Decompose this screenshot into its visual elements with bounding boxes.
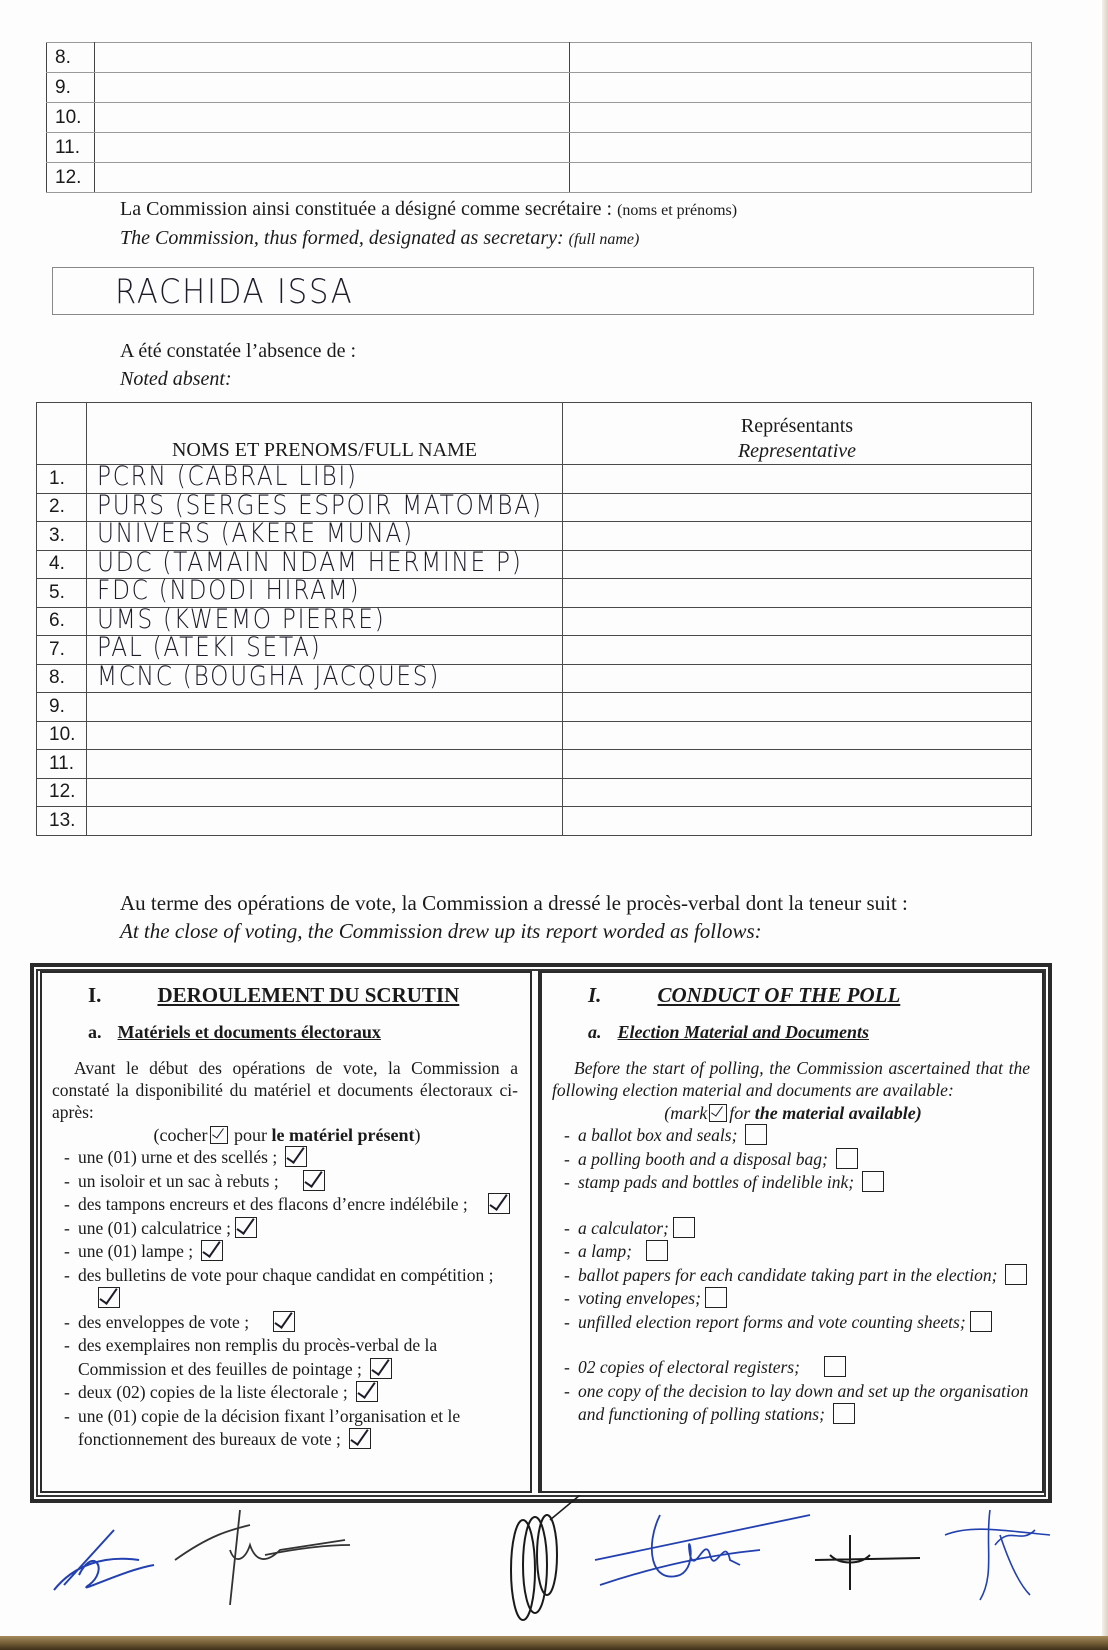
header-num-cell <box>37 403 87 465</box>
item-label: une (01) urne et des scellés ; <box>78 1147 278 1167</box>
list-item <box>564 1171 1034 1195</box>
section-fr-items <box>52 1146 522 1452</box>
list-item <box>564 1240 1034 1264</box>
item-label: deux (02) copies de la liste électorale ; <box>78 1382 348 1402</box>
section-en-title-text: CONDUCT OF THE POLL <box>657 983 901 1007</box>
list-item <box>64 1240 522 1264</box>
signature-icon <box>810 1525 930 1595</box>
header-representative <box>563 403 1032 465</box>
section-fr-mark-instruction <box>52 1125 522 1146</box>
absent-table-header <box>37 403 1032 465</box>
row-number: 3. <box>37 522 87 551</box>
item-checkbox[interactable] <box>356 1381 378 1402</box>
table-row <box>47 43 1032 73</box>
header-rep-en: Representative <box>737 440 857 462</box>
section-en-subtitle-text: Election Material and Documents <box>617 1022 870 1042</box>
absent-label-en: Noted absent: <box>120 368 232 390</box>
row-number: 1. <box>37 465 87 494</box>
section-fr-intro: Avant le début des opérations de vote, la Commission a constaté la disponibilité du matériel et documents électoraux ci-après: <box>52 1058 518 1122</box>
page-edge <box>1102 0 1108 1650</box>
list-item <box>64 1146 522 1170</box>
absent-label-fr: A été constatée l’absence de : <box>120 340 356 362</box>
item-label: a calculator; <box>578 1217 669 1238</box>
table-row <box>37 778 1032 807</box>
item-checkbox[interactable] <box>285 1146 307 1167</box>
table-row <box>37 693 1032 722</box>
item-label: une (01) copie de la décision fixant l’organisation et le fonctionnement des bureaux de vote ; <box>78 1405 461 1449</box>
row-number: 2. <box>37 493 87 522</box>
item-label: a polling booth and a disposal bag; <box>578 1148 828 1169</box>
item-checkbox[interactable] <box>303 1170 325 1191</box>
absent-name-cell[interactable] <box>87 778 563 807</box>
header-rep-fr: Représentants <box>740 415 854 437</box>
sample-checkbox-icon <box>709 1104 727 1122</box>
item-label: a lamp; <box>578 1241 632 1261</box>
member-rep-cell[interactable] <box>570 133 1032 163</box>
absent-rep-cell[interactable] <box>563 550 1032 579</box>
list-item <box>564 1356 1034 1380</box>
row-number: 12. <box>47 163 95 193</box>
mark-suffix: ) <box>414 1125 421 1145</box>
member-rep-cell[interactable] <box>570 43 1032 73</box>
item-checkbox[interactable] <box>370 1358 392 1379</box>
signature-icon <box>495 1495 585 1635</box>
list-item <box>64 1193 522 1217</box>
absent-name-value: UNIVERS (AKERE MUNA) <box>97 518 414 549</box>
item-label: une (01) lampe ; <box>78 1241 194 1261</box>
list-item <box>564 1380 1034 1427</box>
row-number: 7. <box>37 636 87 665</box>
secretary-name-value: RACHIDA ISSA <box>115 272 354 312</box>
row-number: 4. <box>37 550 87 579</box>
section-en-numeral: I. <box>588 983 602 1007</box>
signature-icon <box>590 1505 820 1605</box>
row-number: 13. <box>37 807 87 836</box>
item-label: 02 copies of electoral registers; <box>578 1357 800 1377</box>
item-checkbox[interactable] <box>862 1171 884 1192</box>
row-number: 10. <box>47 103 95 133</box>
section-fr-numeral: I. <box>88 983 102 1007</box>
item-label: unfilled election report forms and vote counting sheets; <box>578 1311 966 1332</box>
absent-name-cell[interactable] <box>87 660 563 693</box>
signatures-area <box>0 1505 1108 1635</box>
list-item <box>564 1217 1034 1241</box>
absent-rep-cell[interactable] <box>563 465 1032 494</box>
table-row <box>47 73 1032 103</box>
item-checkbox[interactable] <box>673 1217 695 1238</box>
row-number: 9. <box>37 693 87 722</box>
absent-name-value: PCRN (CABRAL LIBI) <box>97 461 358 492</box>
section-en-intro: Before the start of polling, the Commission ascertained that the following election material and documents are available: <box>552 1058 1030 1100</box>
section-en-mark-instruction <box>552 1103 1034 1124</box>
row-number: 11. <box>47 133 95 163</box>
absent-name-value: FDC (NDODI HIRAM) <box>97 575 361 606</box>
item-checkbox[interactable] <box>273 1311 295 1332</box>
item-checkbox[interactable] <box>705 1287 727 1308</box>
member-name-cell[interactable] <box>95 73 570 103</box>
page-bottom-edge <box>0 1636 1108 1650</box>
table-row <box>37 664 1032 693</box>
absent-rep-cell[interactable] <box>563 522 1032 551</box>
absent-name-value: PAL (ATEKI SETA) <box>97 632 322 663</box>
item-checkbox[interactable] <box>201 1240 223 1261</box>
mark-prefix: (mark <box>664 1103 708 1123</box>
list-item <box>64 1311 522 1335</box>
section-en-subtitle <box>552 1022 1034 1043</box>
absent-name-value: PURS (SERGES ESPOIR MATOMBA) <box>97 489 543 521</box>
table-row <box>37 721 1032 750</box>
item-label: one copy of the decision to lay down and set up the organisation and functioning of polling stations; <box>578 1380 1029 1424</box>
row-number: 10. <box>37 721 87 750</box>
signature-icon <box>170 1505 360 1605</box>
section-en-title <box>552 983 1034 1008</box>
signature-icon <box>44 1515 164 1605</box>
item-checkbox[interactable] <box>349 1428 371 1449</box>
absent-rep-cell[interactable] <box>563 493 1032 522</box>
list-item <box>564 1264 1034 1288</box>
table-row <box>47 133 1032 163</box>
section-fr-title-text: DEROULEMENT DU SCRUTIN <box>157 983 460 1007</box>
section-en-column <box>538 971 1044 1493</box>
item-label: a ballot box and seals; <box>578 1125 738 1145</box>
absent-name-value: UMS (KWEMO PIERRE) <box>97 603 386 635</box>
item-label: ballot papers for each candidate taking part in the election; <box>578 1264 998 1285</box>
secretary-label-en-text: The Commission, thus formed, designated as secretary: <box>120 227 564 249</box>
closing-statement-en: At the close of voting, the Commission drew up its report worded as follows: <box>120 919 762 943</box>
absent-rep-cell[interactable] <box>563 693 1032 722</box>
table-row <box>37 750 1032 779</box>
mark-mid: for <box>729 1103 755 1123</box>
member-name-cell[interactable] <box>95 133 570 163</box>
secretary-label-fr-text: La Commission ainsi constituée a désigné comme secrétaire : <box>120 198 613 220</box>
absent-rep-cell[interactable] <box>563 579 1032 608</box>
list-item <box>564 1311 1034 1335</box>
section-fr-sub-letter: a. <box>88 1022 102 1042</box>
table-row <box>47 163 1032 193</box>
list-item <box>564 1148 1034 1172</box>
item-label: un isoloir et un sac à rebuts ; <box>78 1170 279 1191</box>
secretary-label-en-hint: (full name) <box>568 231 640 248</box>
item-label: des bulletins de vote pour chaque candidat en compétition ; <box>78 1264 494 1285</box>
header-full-name: NOMS ET PRENOMS/FULL NAME <box>87 403 563 465</box>
row-number: 11. <box>37 750 87 779</box>
list-item <box>64 1334 522 1381</box>
item-label: des tampons encreurs et des flacons d’encre indélébile ; <box>78 1194 468 1214</box>
row-number: 12. <box>37 778 87 807</box>
member-rep-cell[interactable] <box>570 103 1032 133</box>
section-fr-title <box>52 983 522 1008</box>
item-checkbox[interactable] <box>833 1403 855 1424</box>
table-row <box>37 807 1032 836</box>
signature-icon <box>940 1505 1060 1605</box>
mark-bold: le matériel présent <box>271 1125 415 1145</box>
mark-bold: the material available) <box>754 1103 922 1123</box>
absent-table <box>36 402 1032 836</box>
row-number: 8. <box>47 43 95 73</box>
absent-name-cell[interactable] <box>87 721 563 750</box>
list-item <box>64 1381 522 1405</box>
secretary-label-fr <box>120 198 737 221</box>
member-name-cell[interactable] <box>95 43 570 73</box>
closing-statement-fr: Au terme des opérations de vote, la Commission a dressé le procès-verbal dont la teneur suit : <box>120 891 908 915</box>
item-label: une (01) calculatrice ; <box>78 1217 232 1238</box>
section-fr-subtitle-text: Matériels et documents électoraux <box>117 1022 381 1042</box>
item-label: stamp pads and bottles of indelible ink; <box>578 1172 855 1192</box>
secretary-label-fr-hint: (noms et prénoms) <box>617 202 738 219</box>
section-fr-subtitle <box>52 1022 522 1043</box>
absent-name-cell[interactable] <box>87 807 563 836</box>
table-row <box>47 103 1032 133</box>
member-rep-cell[interactable] <box>570 163 1032 193</box>
absent-name-cell[interactable] <box>87 693 563 722</box>
absent-rep-cell[interactable] <box>563 750 1032 779</box>
item-checkbox[interactable] <box>745 1124 767 1145</box>
mark-mid: pour <box>229 1125 272 1145</box>
row-number: 6. <box>37 607 87 636</box>
item-checkbox[interactable] <box>970 1311 992 1332</box>
item-checkbox[interactable] <box>824 1356 846 1377</box>
absent-rep-cell[interactable] <box>563 778 1032 807</box>
secretary-label-en <box>120 227 639 250</box>
absent-rep-cell[interactable] <box>563 807 1032 836</box>
section-en-items <box>552 1124 1034 1427</box>
item-label: des exemplaires non remplis du procès-verbal de la Commission et des feuilles de pointage ; <box>78 1335 438 1379</box>
member-rep-cell[interactable] <box>570 73 1032 103</box>
item-checkbox[interactable] <box>98 1287 120 1308</box>
item-checkbox[interactable] <box>646 1240 668 1261</box>
item-checkbox[interactable] <box>488 1193 510 1214</box>
item-label: des enveloppes de vote ; <box>78 1311 250 1332</box>
absent-rep-cell[interactable] <box>563 721 1032 750</box>
member-name-cell[interactable] <box>95 103 570 133</box>
item-label: voting envelopes; <box>578 1288 701 1308</box>
sample-checkbox-icon <box>210 1126 228 1144</box>
item-checkbox[interactable] <box>836 1148 858 1169</box>
list-item <box>564 1287 1034 1311</box>
item-checkbox[interactable] <box>1005 1264 1027 1285</box>
list-item <box>64 1264 522 1311</box>
absent-rep-cell[interactable] <box>563 607 1032 636</box>
section-en-sub-letter: a. <box>588 1022 602 1042</box>
member-name-cell[interactable] <box>95 163 570 193</box>
secretary-name-field[interactable] <box>52 267 1034 315</box>
item-checkbox[interactable] <box>235 1217 257 1238</box>
absent-name-cell[interactable] <box>87 750 563 779</box>
row-number: 9. <box>47 73 95 103</box>
members-table <box>46 42 1032 193</box>
row-number: 5. <box>37 579 87 608</box>
conduct-of-poll-frame <box>30 963 1052 1503</box>
list-item <box>64 1170 522 1194</box>
list-item <box>64 1405 522 1452</box>
absent-name-value: MCNC (BOUGHA JACQUES) <box>97 660 441 692</box>
mark-prefix: (cocher <box>153 1125 208 1145</box>
absent-rep-cell[interactable] <box>563 636 1032 665</box>
section-fr-column <box>40 971 532 1493</box>
row-number: 8. <box>37 664 87 693</box>
list-item <box>64 1217 522 1241</box>
list-item <box>564 1124 1034 1148</box>
absent-rep-cell[interactable] <box>563 664 1032 693</box>
absent-name-value: UDC (TAMAIN NDAM HERMINE P) <box>97 546 523 578</box>
